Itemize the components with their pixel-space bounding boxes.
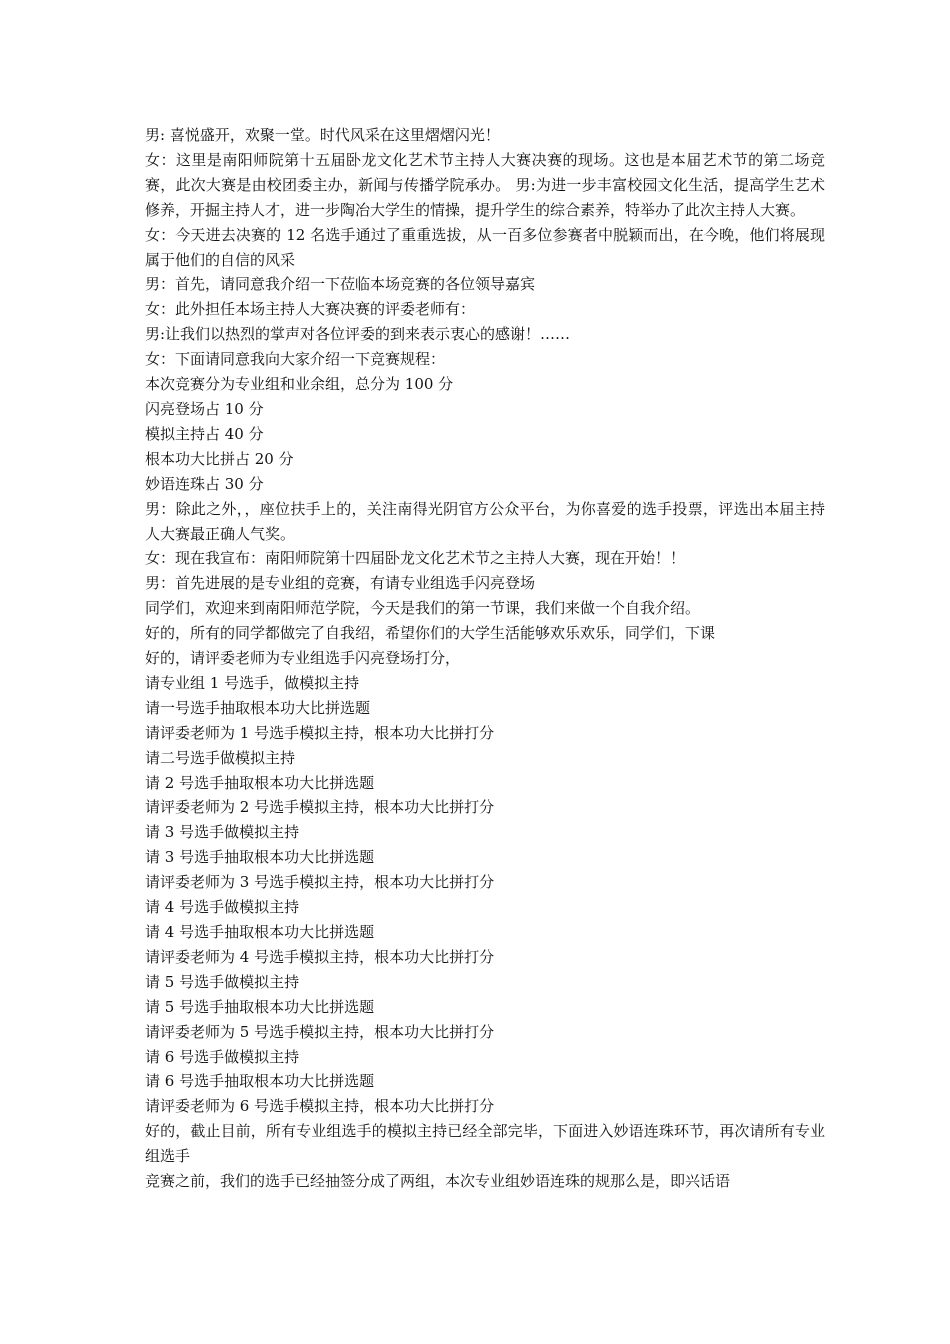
- paragraph: 请 3 号选手抽取根本功大比拼选题: [145, 848, 375, 867]
- paragraph: 男：首先进展的是专业组的竞赛，有请专业组选手闪亮登场: [145, 574, 536, 593]
- paragraph: 根本功大比拼占 20 分: [145, 449, 294, 468]
- paragraph: 女：此外担任本场主持人大赛决赛的评委老师有：: [145, 300, 476, 319]
- paragraph: 请 6 号选手抽取根本功大比拼选题: [145, 1072, 375, 1091]
- paragraph: 请 2 号选手抽取根本功大比拼选题: [145, 773, 375, 792]
- paragraph: 请评委老师为 5 号选手模拟主持，根本功大比拼打分: [145, 1022, 495, 1041]
- paragraph: 请 4 号选手抽取根本功大比拼选题: [145, 923, 375, 941]
- paragraph: 请二号选手做模拟主持: [145, 748, 296, 767]
- paragraph: 请 6 号选手做模拟主持: [145, 1047, 300, 1066]
- paragraph: 请专业组 1 号选手，做模拟主持: [145, 673, 360, 692]
- paragraph: 请评委老师为 4 号选手模拟主持，根本功大比拼打分: [145, 947, 495, 966]
- paragraph: 请 3 号选手做模拟主持: [145, 823, 300, 842]
- paragraph: 请评委老师为 3 号选手模拟主持，根本功大比拼打分: [145, 873, 495, 892]
- paragraph: 好的，请评委老师为专业组选手闪亮登场打分，: [145, 649, 461, 668]
- paragraph: 请 5 号选手做模拟主持: [145, 972, 300, 991]
- paragraph: 请评委老师为 2 号选手模拟主持，根本功大比拼打分: [145, 798, 495, 817]
- paragraph: 男: 喜悦盛开，欢聚一堂。时代风采在这里熠熠闪光！: [145, 126, 500, 144]
- paragraph: 男:让我们以热烈的掌声对各位评委的到来表示衷心的感谢！……: [145, 325, 571, 344]
- paragraph: 女：下面请同意我向大家介绍一下竞赛规程：: [145, 350, 446, 369]
- paragraph: 请评委老师为 6 号选手模拟主持，根本功大比拼打分: [145, 1097, 495, 1116]
- paragraph: 好的，截止目前，所有专业组选手的模拟主持已经全部完毕，下面进入妙语连珠环节，再次请所有专业组选手: [145, 1122, 825, 1166]
- paragraph: 女：这里是南阳师院第十五届卧龙文化艺术节主持人大赛决赛的现场。这也是本届艺术节的第二场竞赛，此次大赛是由校团委主办，新闻与传播学院承办。 男:为进一步丰富校园文化生活，提高学生艺术修养，开掘主持人才，进一步陶冶大学生的情操，提升学生的综合素养，特举办了此次主持人大赛。: [145, 150, 825, 219]
- paragraph: 请 4 号选手做模拟主持: [145, 898, 300, 917]
- document-body: [145, 123, 825, 1194]
- paragraph: 请 5 号选手抽取根本功大比拼选题: [145, 997, 375, 1016]
- paragraph: 竞赛之前，我们的选手已经抽签分成了两组，本次专业组妙语连珠的规那么是，即兴话语: [145, 1172, 731, 1191]
- paragraph: 请一号选手抽取根本功大比拼选题: [145, 698, 371, 717]
- paragraph: 请评委老师为 1 号选手模拟主持，根本功大比拼打分: [145, 723, 495, 742]
- paragraph: 模拟主持占 40 分: [145, 424, 264, 443]
- paragraph: 好的，所有的同学都做完了自我绍，希望你们的大学生活能够欢乐欢乐，同学们，下课: [145, 624, 716, 643]
- paragraph: 女：现在我宣布：南阳师院第十四届卧龙文化艺术节之主持人大赛，现在开始！！: [145, 549, 686, 568]
- paragraph: 妙语连珠占 30 分: [145, 474, 264, 493]
- paragraph: 男：首先，请同意我介绍一下莅临本场竞赛的各位领导嘉宾: [145, 275, 536, 294]
- paragraph: 本次竞赛分为专业组和业余组，总分为 100 分: [145, 375, 454, 394]
- paragraph: 女：今天进去决赛的 12 名选手通过了重重选拔，从一百多位参赛者中脱颖而出，在今晚，他们将展现属于他们的自信的风采: [145, 225, 825, 269]
- paragraph: 同学们，欢迎来到南阳师范学院，今天是我们的第一节课，我们来做一个自我介绍。: [145, 599, 701, 618]
- paragraph: 闪亮登场占 10 分: [145, 399, 264, 418]
- paragraph: 男：除此之外，，座位扶手上的，关注南得光阴官方公众平台，为你喜爱的选手投票，评选出本届主持人大赛最正确人气奖。: [145, 499, 825, 543]
